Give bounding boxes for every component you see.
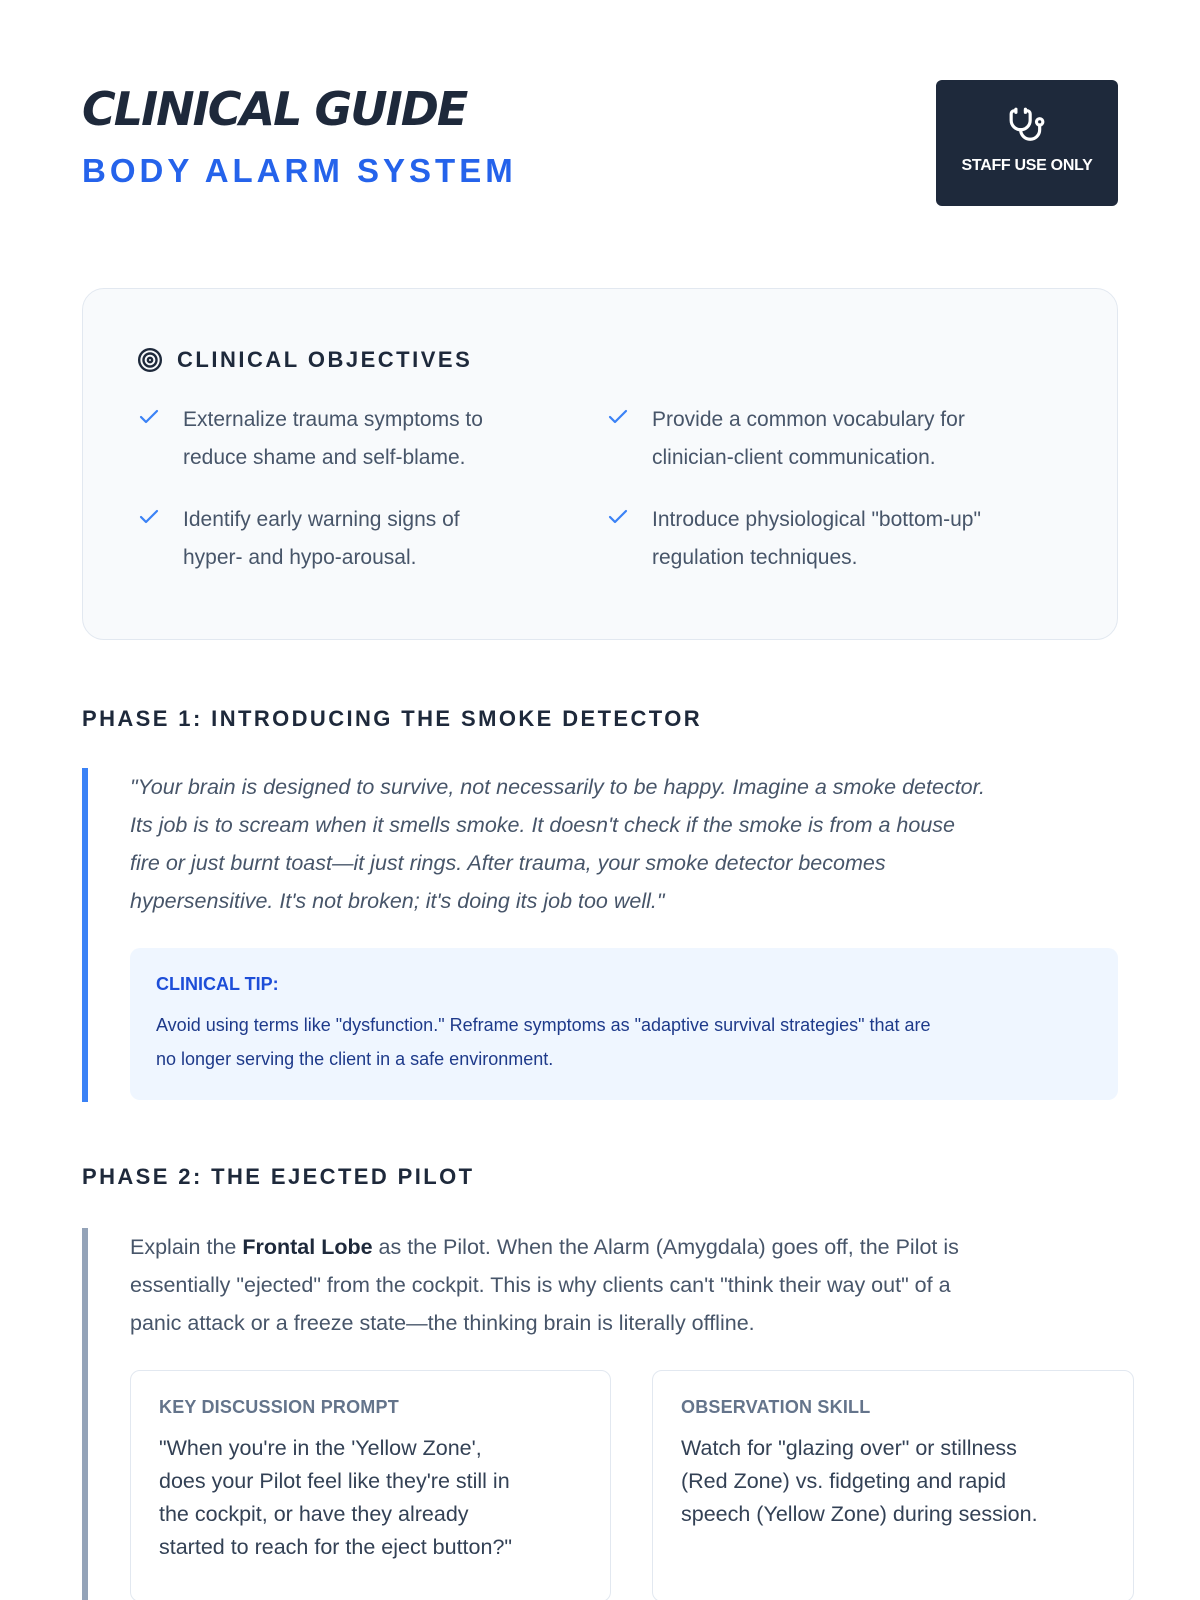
explain-text: essentially "ejected" from the cockpit. This is why clients can't "think their way out" of a [130, 1273, 951, 1297]
explain-text: Explain the [130, 1235, 243, 1259]
objective-text-line: regulation techniques. [652, 546, 858, 569]
check-icon [606, 405, 630, 429]
page-subtitle: BODY ALARM SYSTEM [82, 152, 517, 189]
tip-line: no longer serving the client in a safe environment. [156, 1049, 554, 1069]
key-discussion-prompt-card [130, 1370, 611, 1600]
phase-1-block [82, 768, 1118, 1102]
explain-text: as the Pilot. When the Alarm (Amygdala) goes off, the Pilot is [372, 1235, 959, 1259]
phase-2-block [82, 1228, 1118, 1600]
card-line: speech (Yellow Zone) during session. [681, 1502, 1038, 1526]
objective-item [137, 401, 557, 477]
explain-text: panic attack or a freeze state—the thinking brain is literally offline. [130, 1311, 755, 1335]
card-text [159, 1432, 584, 1564]
observation-skill-card [652, 1370, 1134, 1600]
objective-item [137, 501, 557, 577]
clinical-tip-box [130, 948, 1118, 1100]
card-line: does your Pilot feel like they're still in [159, 1469, 510, 1493]
check-icon [137, 505, 161, 529]
clinical-tip-text [156, 1008, 1092, 1076]
objective-text-line: Provide a common vocabulary for [652, 408, 965, 431]
page-title: CLINICAL GUIDE [82, 82, 467, 136]
objective-item [606, 501, 1066, 577]
objective-text-line: clinician-client communication. [652, 446, 936, 469]
objective-item [606, 401, 1026, 477]
objective-text-line: Externalize trauma symptoms to [183, 408, 483, 431]
staff-badge-label: STAFF USE ONLY [961, 157, 1093, 174]
stethoscope-icon [1008, 106, 1046, 144]
clinical-objectives-card [82, 288, 1118, 640]
quote-line: fire or just burnt toast—it just rings. After trauma, your smoke detector becomes [130, 851, 886, 875]
ejected-pilot-explanation [130, 1228, 1118, 1342]
card-line: (Red Zone) vs. fidgeting and rapid [681, 1469, 1007, 1493]
quote-line: hypersensitive. It's not broken; it's doing its job too well." [130, 889, 665, 913]
phase-2-heading: PHASE 2: THE EJECTED PILOT [82, 1164, 475, 1189]
quote-line: Its job is to scream when it smells smoke. It doesn't check if the smoke is from a house [130, 813, 956, 837]
card-line: the cockpit, or have they already [159, 1502, 469, 1526]
tip-line: Avoid using terms like "dysfunction." Reframe symptoms as "adaptive survival strategies" that are [156, 1015, 931, 1035]
objective-text-line: Identify early warning signs of [183, 508, 460, 531]
card-title: OBSERVATION SKILL [681, 1397, 871, 1417]
objective-text-line: reduce shame and self-blame. [183, 446, 466, 469]
header [82, 80, 1118, 206]
target-icon [137, 347, 163, 373]
card-line: "When you're in the 'Yellow Zone', [159, 1436, 482, 1460]
card-line: started to reach for the eject button?" [159, 1535, 513, 1559]
card-title: KEY DISCUSSION PROMPT [159, 1397, 399, 1417]
check-icon [606, 505, 630, 529]
check-icon [137, 405, 161, 429]
objectives-heading [137, 347, 472, 373]
objectives-heading-text: CLINICAL OBJECTIVES [177, 347, 473, 372]
objective-text-line: hyper- and hypo-arousal. [183, 546, 417, 569]
card-line: Watch for "glazing over" or stillness [681, 1436, 1017, 1460]
clinical-tip-title: CLINICAL TIP: [156, 974, 279, 994]
objective-text-line: Introduce physiological "bottom-up" [652, 508, 981, 531]
smoke-detector-quote [130, 768, 1118, 920]
quote-line: "Your brain is designed to survive, not necessarily to be happy. Imagine a smoke detector. [130, 775, 985, 799]
frontal-lobe-term: Frontal Lobe [242, 1235, 373, 1259]
card-text [681, 1432, 1107, 1531]
staff-use-badge [936, 80, 1118, 206]
phase-1-heading: PHASE 1: INTRODUCING THE SMOKE DETECTOR [82, 706, 703, 731]
